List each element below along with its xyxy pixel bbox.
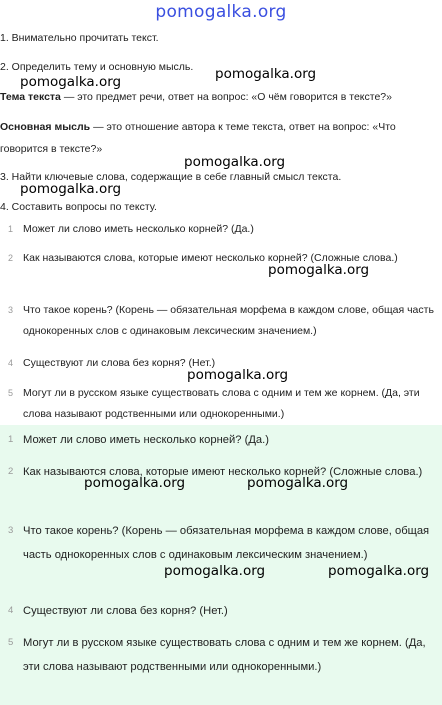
item-number: 4: [8, 605, 14, 616]
watermark: pomogalka.org: [247, 475, 349, 491]
main-idea-text: — это отношение автора к теме текста, ответ на вопрос: «Что говорится в тексте?»: [0, 121, 396, 155]
watermark: pomogalka.org: [184, 154, 286, 170]
item-text: Существуют ли слова без корня? (Нет.): [23, 357, 216, 369]
main-idea-term: Основная мысль: [0, 121, 91, 133]
watermark: pomogalka.org: [328, 563, 430, 579]
step-3: 3. Найти ключевые слова, содержащие в себе главный смысл текста.: [0, 171, 342, 183]
step-1: 1. Внимательно прочитать текст.: [0, 32, 159, 44]
item-text: Могут ли в русском языке существовать слова с одним и тем же корнем. (Да, эти слова называют родственными или однокоренными.): [23, 637, 426, 673]
item-text: Может ли слово иметь несколько корней? (Да.): [23, 434, 269, 446]
topic-text: — это предмет речи, ответ на вопрос: «О чём говорится в тексте?»: [60, 91, 392, 103]
watermark: pomogalka.org: [187, 367, 289, 383]
watermark-header[interactable]: pomogalka.org: [155, 2, 287, 22]
item-text: Что такое корень? (Корень — обязательная морфема в каждом слове, общая часть однокоренных слов с одинаковым лексическим значением.): [23, 304, 434, 337]
item-text: Могут ли в русском языке существовать слова с одним и тем же корнем. (Да, эти слова называют родственными или однокоренными.): [23, 387, 420, 420]
item-text: Что такое корень? (Корень — обязательная морфема в каждом слове, общая часть однокоренных слов с одинаковым лексическим значением.): [23, 525, 430, 561]
item-number: 3: [8, 305, 14, 315]
item-number: 1: [8, 434, 14, 445]
item-number: 3: [8, 525, 14, 536]
item-number: 1: [8, 224, 14, 234]
item-number: 4: [8, 358, 14, 368]
item-number: 5: [8, 388, 14, 398]
item-number: 2: [8, 253, 14, 263]
step-2: 2. Определить тему и основную мысль.: [0, 61, 194, 73]
watermark: pomogalka.org: [20, 181, 122, 197]
item-text: Как называются слова, которые имеют несколько корней? (Сложные слова.): [23, 466, 423, 478]
item-number: 2: [8, 466, 14, 477]
watermark: pomogalka.org: [20, 74, 122, 90]
watermark: pomogalka.org: [84, 475, 186, 491]
watermark: pomogalka.org: [215, 66, 317, 82]
item-number: 5: [8, 637, 14, 648]
watermark: pomogalka.org: [164, 563, 266, 579]
watermark: pomogalka.org: [268, 262, 370, 278]
item-text: Существуют ли слова без корня? (Нет.): [23, 605, 228, 617]
item-text: Может ли слово иметь несколько корней? (Да.): [23, 223, 254, 235]
item-text: Как называются слова, которые имеют несколько корней? (Сложные слова.): [23, 252, 398, 264]
topic-term: Тема текста: [0, 91, 61, 103]
step-4: 4. Составить вопросы по тексту.: [0, 201, 157, 213]
